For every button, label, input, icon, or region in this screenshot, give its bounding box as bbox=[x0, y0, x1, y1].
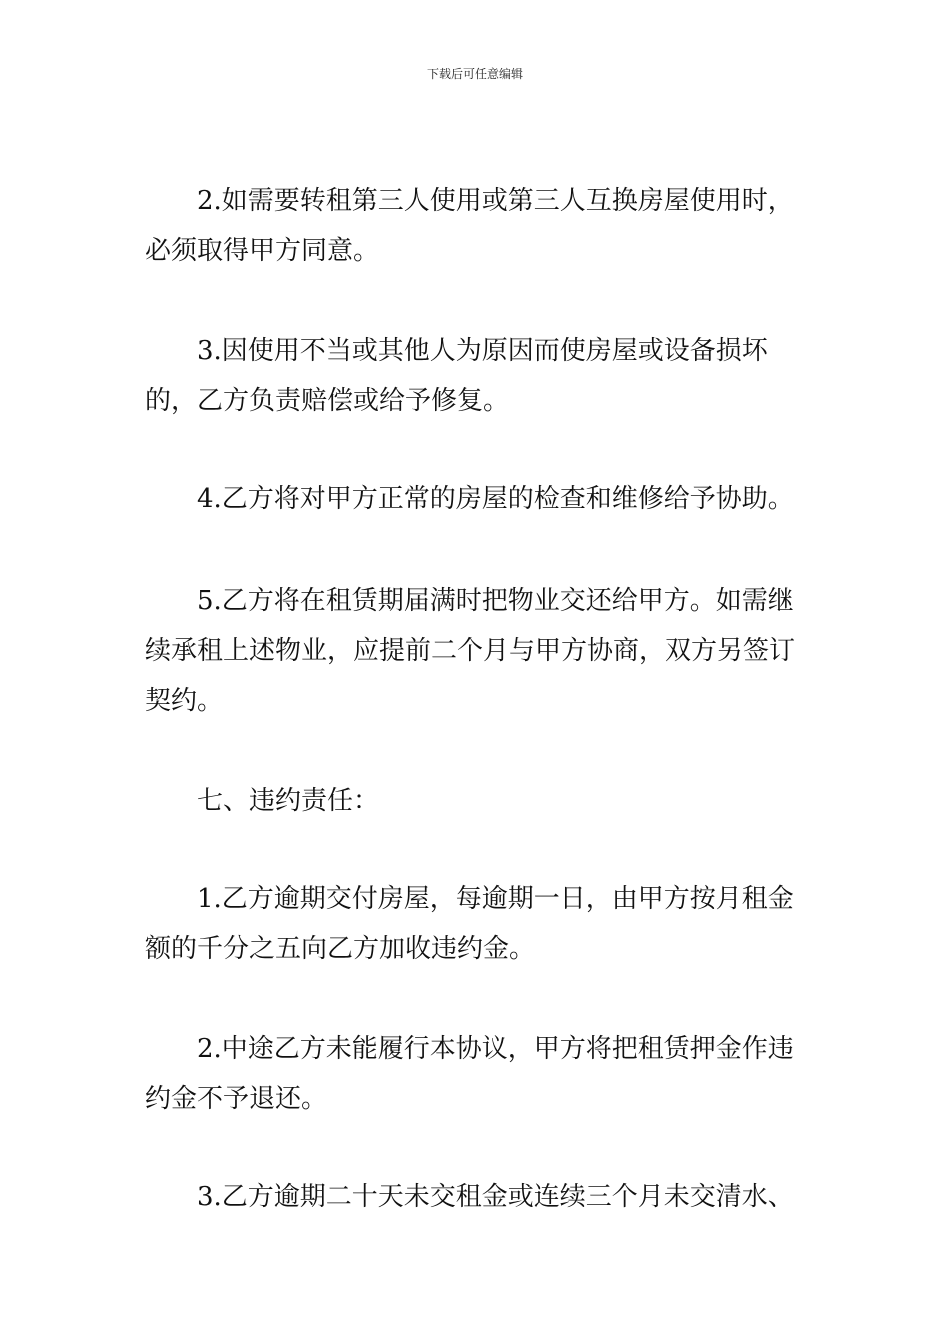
paragraph-overdue-rent-clause: 3.乙方逾期二十天未交租金或连续三个月未交清水、 bbox=[197, 1182, 794, 1212]
paragraph-return-clause: 5.乙方将在租赁期届满时把物业交还给甲方。如需继续承租上述物业，应提前二个月与甲方协商，双方另签订契约。 bbox=[145, 586, 796, 716]
paragraph-damage-clause: 3.因使用不当或其他人为原因而使房屋或设备损坏的，乙方负责赔偿或给予修复。 bbox=[145, 336, 768, 416]
paragraph-sublet-clause: 2.如需要转租第三人使用或第三人互换房屋使用时，必须取得甲方同意。 bbox=[145, 186, 794, 266]
paragraph-late-delivery-clause: 1.乙方逾期交付房屋，每逾期一日，由甲方按月租金额的千分之五向乙方加收违约金。 bbox=[145, 884, 794, 964]
section-heading-breach: 七、违约责任： bbox=[197, 786, 380, 816]
paragraph-deposit-clause: 2.中途乙方未能履行本协议，甲方将把租赁押金作违约金不予退还。 bbox=[145, 1034, 794, 1114]
header-note: 下载后可任意编辑 bbox=[426, 67, 523, 81]
paragraph-inspection-clause: 4.乙方将对甲方正常的房屋的检查和维修给予协助。 bbox=[197, 484, 794, 514]
